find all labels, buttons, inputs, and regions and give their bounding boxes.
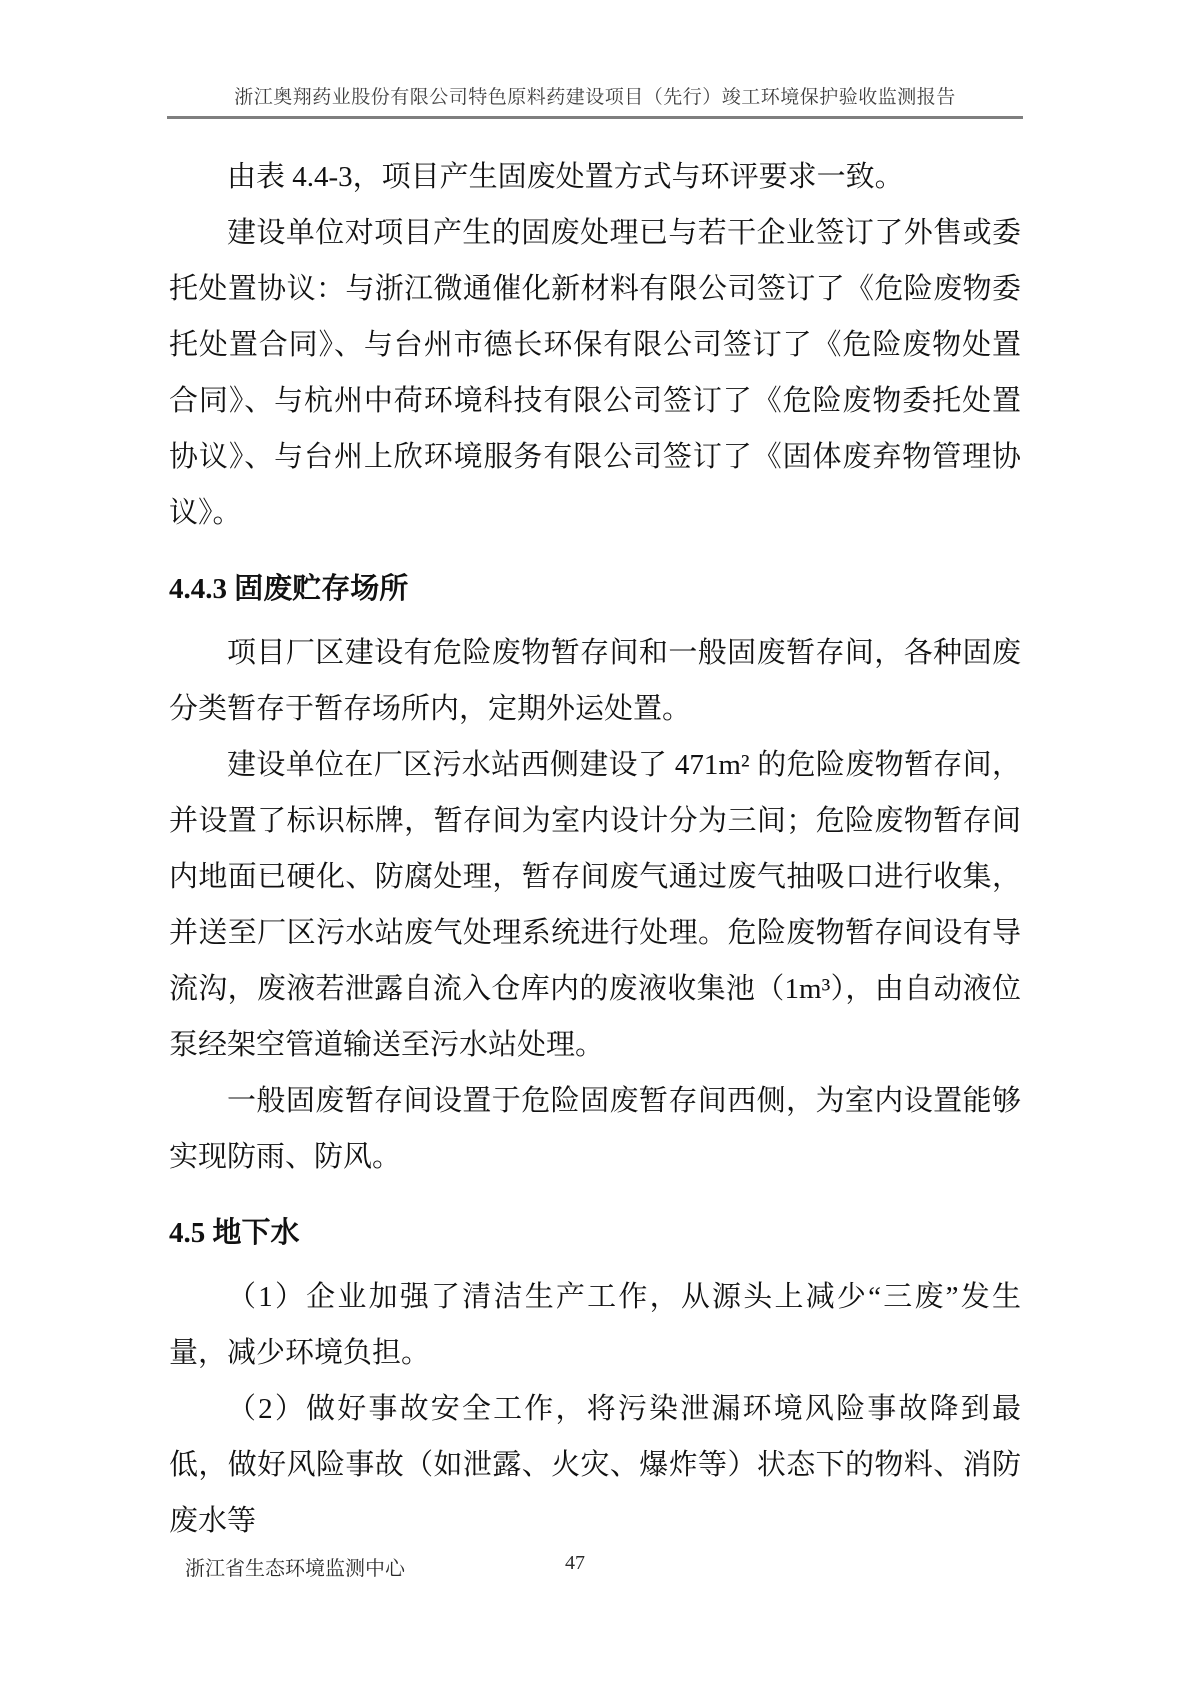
paragraph-agreements: 建设单位对项目产生的固废处理已与若干企业签订了外售或委托处置协议：与浙江微通催化新材料有限公司签订了《危险废物委托处置合同》、与台州市德长环保有限公司签订了《危险废物处置合同》、与杭州中荷环境科技有限公司签订了《危险废物委托处置协议》、与台州上欣环境服务有限公司签订了《固体废弃物管理协议》。: [169, 217, 1021, 529]
paragraph-hazardous-storage: 建设单位在厂区污水站西侧建设了 471m² 的危险废物暂存间，并设置了标识标牌，暂存间为室内设计分为三间；危险废物暂存间内地面已硬化、防腐处理，暂存间废气通过废气抽吸口进行收集，并送至厂区污水站废气处理系统进行处理。危险废物暂存间设有导流沟，废液若泄露自流入仓库内的废液收集池（1m³），由自动液位泵经架空管道输送至污水站处理。: [169, 749, 1021, 1061]
page-header: [167, 82, 1023, 119]
document-body: [169, 149, 1021, 1549]
footer-organization: 浙江省生态环境监测中心: [185, 1558, 405, 1580]
paragraph-storage-overview: 项目厂区建设有危险废物暂存间和一般固废暂存间，各种固废分类暂存于暂存场所内，定期外运处置。: [169, 637, 1021, 725]
header-title: 浙江奥翔药业股份有限公司特色原料药建设项目（先行）竣工环境保护验收监测报告: [234, 87, 956, 108]
page-footer: [169, 1552, 1021, 1586]
paragraph-general-storage: 一般固废暂存间设置于危险固废暂存间西侧，为室内设置能够实现防雨、防风。: [169, 1085, 1021, 1173]
paragraph-groundwater-item-2: （2）做好事故安全工作，将污染泄漏环境风险事故降到最低，做好风险事故（如泄露、火灾、爆炸等）状态下的物料、消防废水等: [169, 1393, 1021, 1537]
paragraph-intro: 由表 4.4-3，项目产生固废处置方式与环评要求一致。: [227, 161, 904, 193]
heading-4-4-3-solid-waste-storage: 4.4.3 固废贮存场所: [169, 573, 409, 605]
paragraph-groundwater-item-1: （1）企业加强了清洁生产工作，从源头上减少“三废”发生量，减少环境负担。: [169, 1281, 1021, 1369]
heading-4-5-groundwater: 4.5 地下水: [169, 1217, 300, 1249]
footer-page-number: 47: [565, 1552, 585, 1574]
